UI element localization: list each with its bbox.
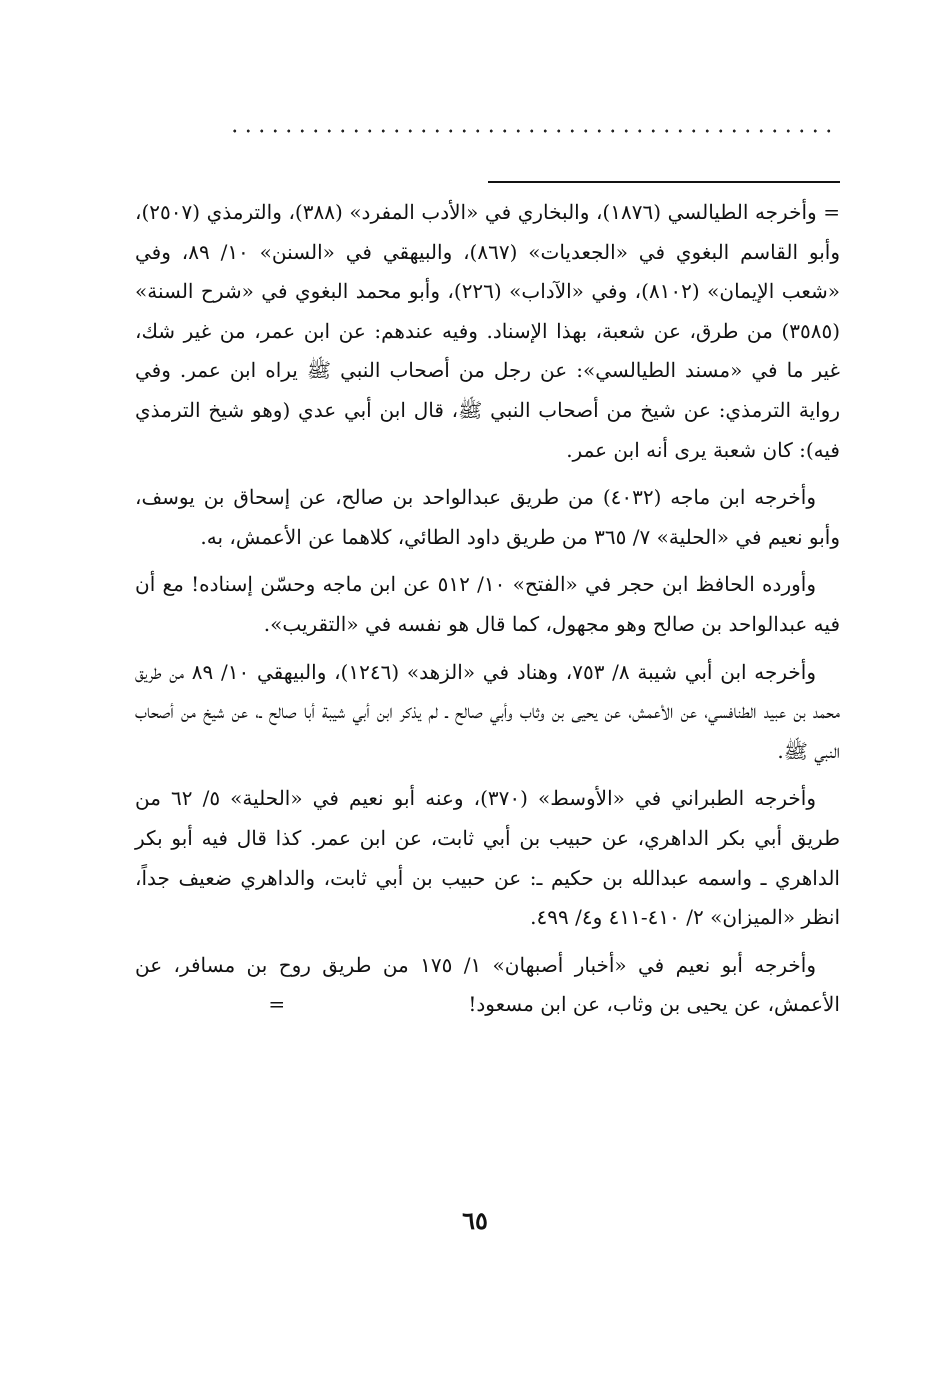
- footnote-paragraph-6: [135, 946, 840, 1025]
- footnote-paragraph-4: وأخرجه ابن أبي شيبة ٨/ ٧٥٣، وهناد في «الزهد» (١٢٤٦)، والبيهقي ١٠/ ٨٩ من طريق محمد بن عبيد الطنافسي، عن الأعمش، عن يحيى بن وثاب وأبي صالح ـ لم يذكر ابن أبي شيبة أبا صالح ـ، عن شيخ من أصحاب النبي ﷺ.: [135, 659, 840, 763]
- separator-dots: [228, 128, 840, 134]
- footnote-paragraph-3: وأورده الحافظ ابن حجر في «الفتح» ١٠/ ٥١٢ عن ابن ماجه وحسّن إسناده! مع أن فيه عبدالواحد بن صالح وهو مجهول، كما قال هو نفسه في «التقريب».: [135, 572, 840, 636]
- footnote-text: [135, 193, 840, 1033]
- footnote-paragraph-2: وأخرجه ابن ماجه (٤٠٣٢) من طريق عبدالواحد بن صالح، عن إسحاق بن يوسف، وأبو نعيم في «الحلية» ٧/ ٣٦٥ من طريق داود الطائي، كلاهما عن الأعمش، به.: [135, 485, 840, 549]
- page-number: ٦٥: [462, 1206, 488, 1235]
- continuation-mark: =: [268, 992, 286, 1017]
- footnote-rule: [488, 181, 840, 183]
- footnote-paragraph-5: وأخرجه الطبراني في «الأوسط» (٣٧٠)، وعنه أبو نعيم في «الحلية» ٥/ ٦٢ من طريق أبي بكر الداهري، عن حبيب بن أبي ثابت، عن ابن عمر. كذا قال فيه أبو بكر الداهري ـ واسمه عبدالله بن حكيم ـ: عن حبيب بن أبي ثابت، والداهري ضعيف جداً، انظر «الميزان» ٢/ ٤١٠-٤١١ و٤/ ٤٩٩.: [135, 786, 840, 930]
- footnote-paragraph-6-text: وأخرجه أبو نعيم في «أخبار أصبهان» ١/ ١٧٥ من طريق روح بن مسافر، عن الأعمش، عن يحيى بن وثاب، عن ابن مسعود!: [135, 952, 840, 1017]
- footnote-paragraph-1: = وأخرجه الطيالسي (١٨٧٦)، والبخاري في «الأدب المفرد» (٣٨٨)، والترمذي (٢٥٠٧)، وأبو القاسم البغوي في «الجعديات» (٨٦٧)، والبيهقي في «السنن» ١٠/ ٨٩، وفي «شعب الإيمان» (٨١٠٢)، وفي «الآداب» (٢٢٦)، وأبو محمد البغوي في «شرح السنة» (٣٥٨٥) من طرق، عن شعبة، بهذا الإسناد. وفيه عندهم: عن ابن عمر، من غير شك، غير ما في «مسند الطيالسي»: عن رجل من أصحاب النبي ﷺ يراه ابن عمر. وفي رواية الترمذي: عن شيخ من أصحاب النبي ﷺ، قال ابن أبي عدي (وهو شيخ الترمذي فيه): كان شعبة يرى أنه ابن عمر.: [135, 200, 840, 462]
